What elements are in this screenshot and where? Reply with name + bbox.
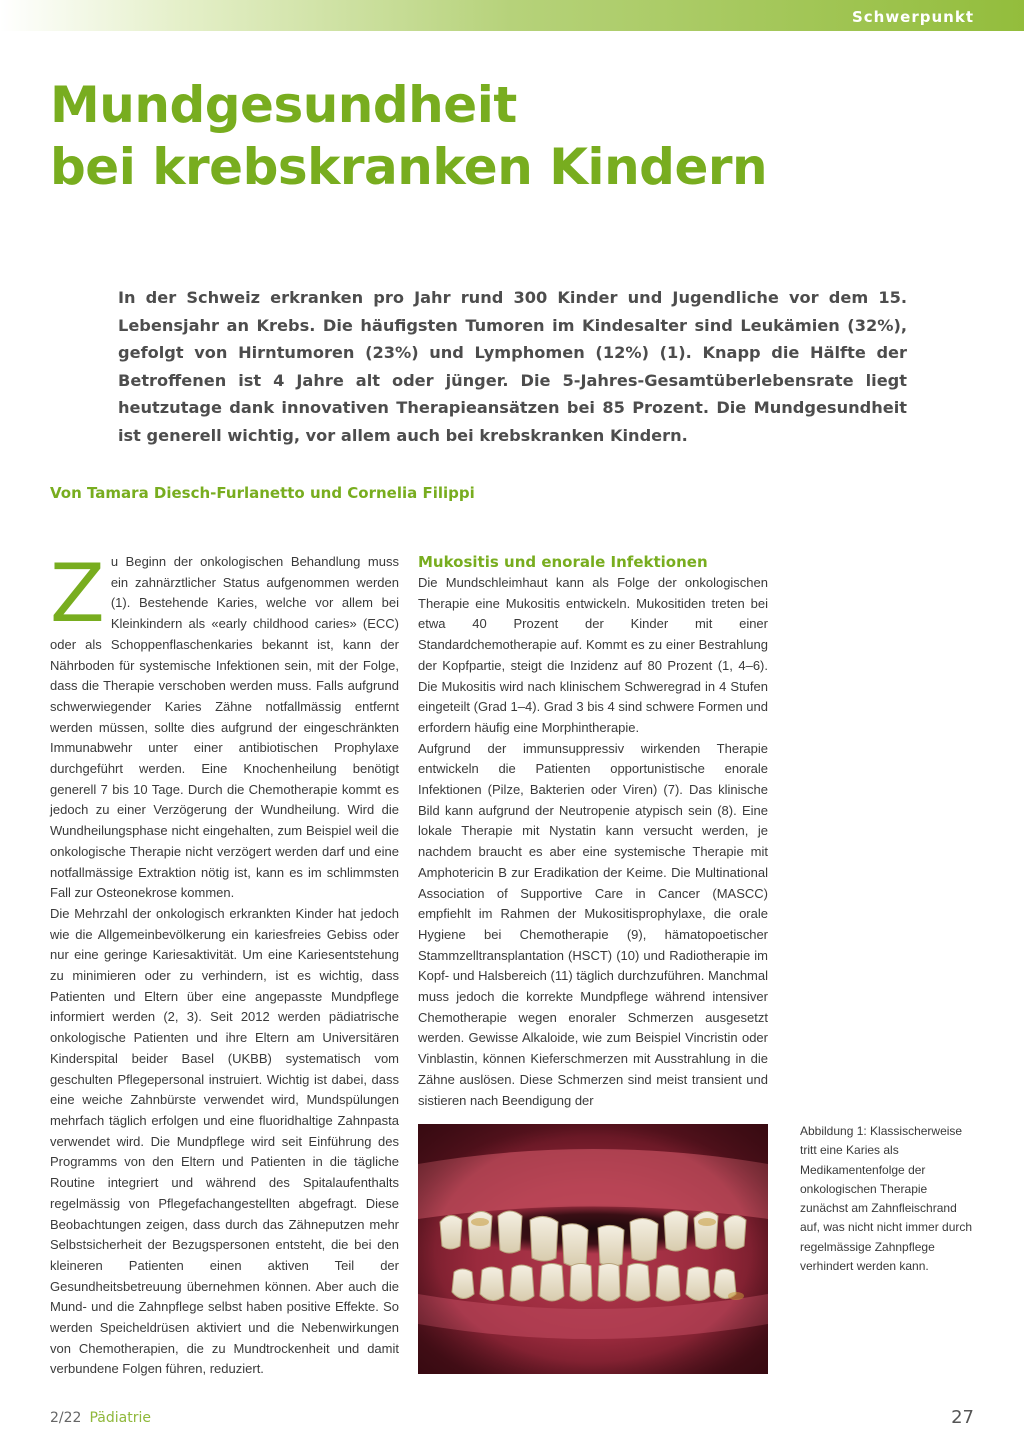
subheading: Mukositis und enorale Infektionen — [418, 553, 708, 571]
figure-teeth-photo — [418, 1124, 768, 1374]
lead-paragraph: In der Schweiz erkranken pro Jahr rund 300 Kinder und Jugendliche vor dem 15. Lebensjahr an Krebs. Die häufigsten Tumoren im Kindesalter sind Leukämien (32%), gefolgt von Hirntumoren (23%) und Lymphomen (12%) (1). Knapp die Hälfte der Betroffenen ist 4 Jahre alt oder jünger. Die 5-Jahres-Gesamtüberlebensrate liegt heutzutage dank innovativen Therapieansätzen bei 85 Prozent. Die Mundgesundheit ist generell wichtig, vor allem auch bei krebskranken Kindern. — [118, 288, 907, 445]
section-label: Schwerpunkt — [851, 8, 974, 26]
teeth-illustration — [418, 1124, 768, 1374]
issue-number: 2/22 — [50, 1410, 82, 1426]
body-paragraph: Die Mehrzahl der onkologisch erkrankten Kinder hat jedoch wie die Allgemeinbevölkerung ein kariesfreies Gebiss oder nur eine geringe Kariesaktivität. Um eine Kariesentstehung zu minimieren oder zu verhindern, ist es wichtig, dass Patienten und Eltern über eine angepasste Mundpflege informiert werden (2, 3). Seit 2012 werden pädiatrische onkologische Patienten und ihre Eltern am Universitären Kinderspital beider Basel (UKBB) systematisch vom geschulten Pflegepersonal instruiert. Wichtig ist dabei, dass eine weiche Zahnbürste verwendet wird, Mundspülungen mehrfach täglich erfolgen und eine fluoridhaltige Zahnpasta verwendet wird. Die Mundpflege wird seit Einführung des Programms von den Eltern und Patienten in die tägliche Routine integriert und während des Spitalaufenthalts regelmässig von Pflegefachangestellten abgefragt. Diese Beobachtungen zeigen, dass durch das Zähneputzen mehr Selbstsicherheit der Bezugspersonen entsteht, die bei den kleineren Patienten einen aktiven Teil der Gesundheitsbetreuung übernehmen können. Aber auch die Mund- und die Zahnpflege selbst haben positive Effekte. So werden Speicheldrüsen aktiviert und die Nebenwirkungen von Chemotherapien, die zu Mundtrockenheit und damit verbundene Folgen führen, reduziert. — [50, 905, 399, 1377]
column-right — [418, 552, 768, 1111]
page-number: 27 — [951, 1407, 974, 1428]
body-paragraph: Die Mundschleimhaut kann als Folge der onkologischen Therapie eine Mukositis entwickeln. Mukositiden treten bei etwa 40 Prozent der Kinder mit einer Standardchemotherapie auf. Kommt es zu einer Bestrahlung der Kopfpartie, steigt die Inzidenz auf 80 Prozent (1, 4–6). Die Mukositis wird nach klinischem Schweregrad in 4 Stufen eingeteilt (Grad 1–4). Grad 3 bis 4 sind schwere Formen und erfordern häufig eine Morphintherapie. — [418, 575, 768, 735]
title-line-2: bei krebskranken Kindern — [50, 138, 768, 196]
body-paragraph: u Beginn der onkologischen Behandlung muss ein zahnärztlicher Status aufgenommen werden (1). Bestehende Karies, welche vor allem bei Kleinkindern als «early childhood caries» (ECC) oder als Schoppenflaschenkaries bekannt ist, kann der Nährboden für systemische Infektionen sein, mit der Folge, dass die Therapie verschoben werden muss. Falls aufgrund schwerwiegender Karies Zähne notfallmässig entfernt werden müssen, sollte dies aufgrund der eingeschränkten Immunabwehr unter einer antibiotischen Prophylaxe durchgeführt werden. Eine Knochenheilung benötigt generell 7 bis 10 Tage. Durch die Chemotherapie kommt es jedoch zu einer Verzögerung der Wundheilung. Wird die Wundheilungsphase nicht eingehalten, zum Beispiel weil die onkologische Therapie nicht verzögert werden darf und eine notfallmässige Extraktion nötig ist, kann es im schlimmsten Fall zur Osteonekrose kommen. — [50, 554, 399, 901]
figure-caption: Abbildung 1: Klassischerweise tritt eine Karies als Medikamentenfolge der onkologischen Therapie zunächst am Zahnfleischrand auf, was nicht nicht immer durch regelmässige Zahnpflege verhindert werden kann. — [800, 1124, 973, 1274]
footer-issue — [50, 1410, 151, 1426]
header-bar — [0, 0, 1024, 31]
title-line-1: Mundgesundheit — [50, 76, 517, 134]
journal-name: Pädiatrie — [89, 1410, 151, 1426]
drop-cap: Z — [50, 547, 105, 640]
article-title — [50, 74, 767, 198]
body-paragraph: Aufgrund der immunsuppressiv wirkenden Therapie entwickeln die Patienten opportunistische enorale Infektionen (Pilze, Bakterien oder Viren) (7). Das klinische Bild kann aufgrund der Neutropenie atypisch sein (8). Eine lokale Therapie mit Nystatin kann versucht werden, je nachdem braucht es aber eine systemische Therapie mit Amphotericin B zur Eradikation der Keime. Die Multinational Association of Supportive Care in Cancer (MASCC) empfiehlt im Rahmen der Mukositisprophylaxe, die orale Hygiene bei Chemotherapie (9), hämatopoetischer Stammzelltransplantation (HSCT) (10) und Radiotherapie im Kopf- und Halsbereich (11) täglich durchzuführen. Manchmal muss jedoch die korrekte Mundpflege während intensiver Chemotherapie wegen enoraler Schmerzen ausgesetzt werden. Gewisse Alkaloide, wie zum Beispiel Vincristin oder Vinblastin, können Kieferschmerzen mit Ausstrahlung in die Zähne auslösen. Diese Schmerzen sind meist transient und sistieren nach Beendigung der — [418, 740, 768, 1108]
column-left — [50, 547, 399, 1380]
author-byline: Von Tamara Diesch-Furlanetto und Cornelia Filippi — [50, 484, 475, 502]
